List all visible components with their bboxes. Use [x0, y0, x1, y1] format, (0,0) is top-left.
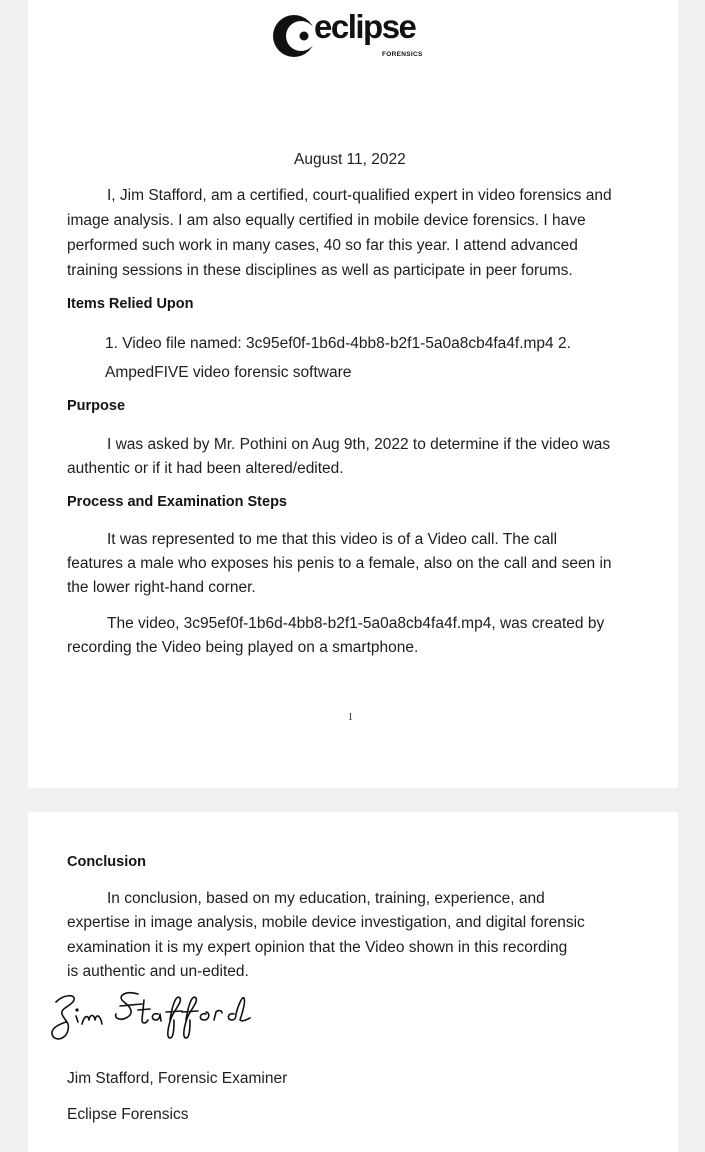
logo-subtitle: FORENSICS — [382, 51, 423, 58]
signer-name-title: Jim Stafford, Forensic Examiner — [67, 1070, 288, 1087]
eclipse-logo — [272, 10, 442, 60]
purpose-heading: Purpose — [67, 398, 126, 414]
intro-line-3: performed such work in many cases, 40 so far this year. I attend advanced — [67, 237, 578, 254]
eclipse-logo-mark-icon — [272, 12, 320, 60]
process-p1-line-3: the lower right-hand corner. — [67, 579, 256, 596]
items-line-1: 1. Video file named: 3c95ef0f-1b6d-4bb8-b2f1-5a0a8cb4fa4f.mp4 2. — [105, 335, 571, 352]
conclusion-line-3: examination it is my expert opinion that the Video shown in this recording — [67, 939, 568, 956]
conclusion-line-1: In conclusion, based on my education, training, experience, and — [107, 890, 545, 907]
letter-date: August 11, 2022 — [294, 151, 406, 168]
logo-wordmark: eclipse — [314, 8, 416, 45]
conclusion-line-2: expertise in image analysis, mobile device investigation, and digital forensic — [67, 914, 585, 931]
signer-organization: Eclipse Forensics — [67, 1106, 189, 1123]
items-line-2: AmpedFIVE video forensic software — [105, 364, 352, 381]
process-heading: Process and Examination Steps — [67, 494, 287, 510]
conclusion-line-4: is authentic and un-edited. — [67, 963, 249, 980]
conclusion-heading: Conclusion — [67, 854, 146, 870]
items-relied-upon-heading: Items Relied Upon — [67, 296, 194, 312]
purpose-line-1: I was asked by Mr. Pothini on Aug 9th, 2022 to determine if the video was — [107, 436, 611, 453]
intro-line-1: I, Jim Stafford, am a certified, court-qualified expert in video forensics and — [107, 187, 612, 204]
intro-line-2: image analysis. I am also equally certified in mobile device forensics. I have — [67, 212, 586, 229]
handwritten-signature — [46, 986, 261, 1048]
process-p1-line-2: features a male who exposes his penis to a female, also on the call and seen in — [67, 555, 612, 572]
process-p1-line-1: It was represented to me that this video is of a Video call. The call — [107, 531, 558, 548]
document-page-1 — [28, 0, 678, 788]
process-p2-line-1: The video, 3c95ef0f-1b6d-4bb8-b2f1-5a0a8cb4fa4f.mp4, was created by — [107, 615, 605, 632]
purpose-line-2: authentic or if it had been altered/edited. — [67, 460, 344, 477]
document-page-2 — [28, 812, 678, 1152]
intro-line-4: training sessions in these disciplines as well as participate in peer forums. — [67, 262, 573, 279]
page-number: 1 — [348, 712, 353, 723]
process-p2-line-2: recording the Video being played on a smartphone. — [67, 639, 419, 656]
